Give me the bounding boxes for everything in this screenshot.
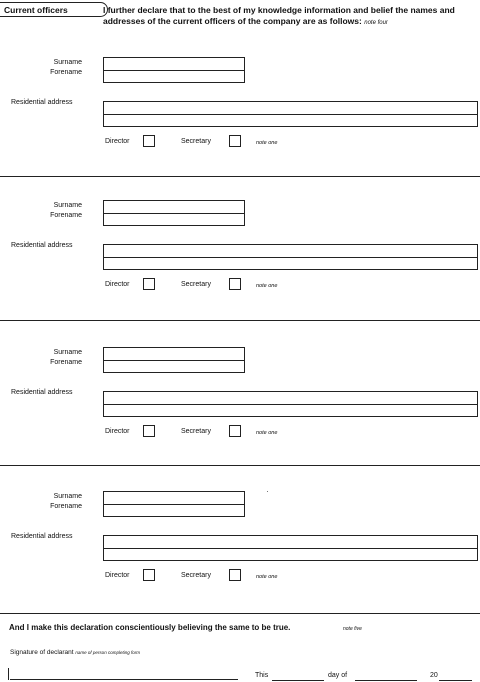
signature-line[interactable] [10,679,238,680]
name-field [103,491,245,517]
day-of-label: day of [328,672,348,679]
signature-note: name of person completing form [75,650,140,655]
signature-label: Signature of declarant [10,649,74,656]
intro-declaration-text [103,5,475,29]
residential-address-label: Residential address [11,533,73,540]
address-field-line-2[interactable] [104,404,477,416]
director-label: Director [105,572,130,579]
address-field [103,101,478,127]
director-label: Director [105,428,130,435]
section-divider [0,176,480,177]
surname-label: Surname [53,349,82,356]
name-field-line-2[interactable] [104,213,244,225]
director-label: Director [105,138,130,145]
surname-label: Surname [53,202,82,209]
director-checkbox[interactable] [143,569,155,581]
signature-label-group [10,649,140,656]
name-field-line-2[interactable] [104,70,244,82]
year-label: 20 [430,672,438,679]
residential-address-label: Residential address [11,99,73,106]
address-field-line-1[interactable] [104,536,477,548]
secretary-checkbox[interactable] [229,425,241,437]
address-field-line-2[interactable] [104,548,477,560]
secretary-label: Secretary [181,428,211,435]
section-divider [0,465,480,466]
name-field-line-1[interactable] [104,348,244,360]
year-line[interactable] [439,680,472,681]
address-field [103,535,478,561]
secretary-label: Secretary [181,572,211,579]
residential-address-label: Residential address [11,389,73,396]
forename-label: Forename [50,212,82,219]
month-line[interactable] [355,680,417,681]
intro-text: I further declare that to the best of my knowledge information and belief the names and addresses of the current officers of the company are as follows: [103,5,455,26]
officer-note: note one [256,430,278,436]
address-field [103,391,478,417]
name-field-line-1[interactable] [104,201,244,213]
forename-label: Forename [50,503,82,510]
name-field-line-2[interactable] [104,504,244,516]
address-field-line-2[interactable] [104,257,477,269]
name-field-line-1[interactable] [104,492,244,504]
name-field [103,57,245,83]
name-field [103,200,245,226]
address-field-line-1[interactable] [104,102,477,114]
declaration-statement: And I make this declaration conscientiously believing the same to be true. [9,623,291,632]
surname-label: Surname [53,59,82,66]
secretary-checkbox[interactable] [229,569,241,581]
name-field [103,347,245,373]
section-divider [0,320,480,321]
officer-note: note one [256,574,278,580]
name-field-line-1[interactable] [104,58,244,70]
address-field-line-1[interactable] [104,245,477,257]
director-label: Director [105,281,130,288]
section-tab-current-officers: Current officers [0,2,108,17]
declaration-note: note five [343,626,362,632]
director-checkbox[interactable] [143,278,155,290]
name-field-line-2[interactable] [104,360,244,372]
address-field-line-1[interactable] [104,392,477,404]
scan-speck [267,491,268,492]
section-divider [0,613,480,614]
officer-note: note one [256,140,278,146]
surname-label: Surname [53,493,82,500]
officer-note: note one [256,283,278,289]
director-checkbox[interactable] [143,135,155,147]
forename-label: Forename [50,69,82,76]
signature-line-tick [8,668,9,680]
intro-note: note four [364,20,388,26]
address-field-line-2[interactable] [104,114,477,126]
day-line[interactable] [272,680,324,681]
secretary-label: Secretary [181,138,211,145]
this-label: This [255,672,269,679]
director-checkbox[interactable] [143,425,155,437]
forename-label: Forename [50,359,82,366]
address-field [103,244,478,270]
residential-address-label: Residential address [11,242,73,249]
secretary-checkbox[interactable] [229,278,241,290]
secretary-label: Secretary [181,281,211,288]
secretary-checkbox[interactable] [229,135,241,147]
